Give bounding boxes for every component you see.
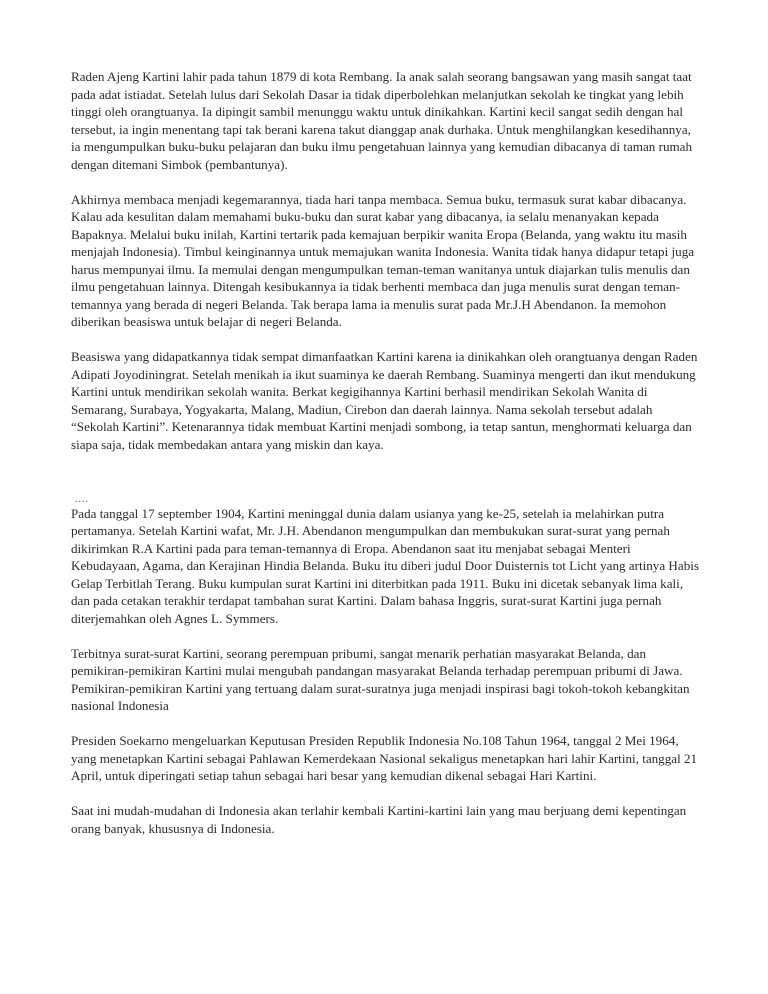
paragraph-closing: Saat ini mudah-mudahan di Indonesia akan terlahir kembali Kartini-kartini lain yang mau berjuang demi kepentingan orang banyak, khususnya di Indonesia. bbox=[71, 803, 687, 836]
document-page bbox=[71, 68, 701, 855]
paragraph-reading: Akhirnya membaca menjadi kegemarannya, tiada hari tanpa membaca. Semua buku, termasuk surat kabar dibacanya. Kalau ada kesulitan dalam memahami buku-buku dan surat kabar yang dibacanya, ia selalu menanyakan kepada Bapaknya. Melalui buku inilah, Kartini tertarik pada kemajuan berpikir wanita Eropa (Belanda, yang waktu itu masih menjajah Indonesia). Timbul keinginannya untuk memajukan wanita Indonesia. Wanita tidak hanya didapur tetapi juga harus mempunyai ilmu. Ia memulai dengan mengumpulkan teman-teman wanitanya untuk diajarkan tulis menulis dan ilmu pengetahuan lainnya. Ditengah kesibukannya ia tidak berhenti membaca dan juga menulis surat dengan teman-temannya yang berada di negeri Belanda. Tak berapa lama ia menulis surat pada Mr.J.H Abendanon. Ia memohon diberikan beasiswa untuk belajar di negeri Belanda. bbox=[71, 191, 695, 329]
section-gap bbox=[71, 471, 701, 495]
paragraph-death: Pada tanggal 17 september 1904, Kartini meninggal dunia dalam usianya yang ke-25, setelah ia melahirkan putra pertamanya. Setelah Kartini wafat, Mr. J.H. Abendanon mengumpulkan dan membukukan surat-surat yang pernah dikirimkan R.A Kartini pada para teman-temannya di Eropa. Abendanon saat itu menjabat sebagai Menteri Kebudayaan, Agama, dan Kerajinan Hindia Belanda. Buku itu diberi judul Door Duisternis tot Licht yang artinya Habis Gelap Terbitlah Terang. Buku kumpulan surat Kartini ini diterbitkan pada 1911. Buku ini dicetak sebanyak lima kali, dan pada cetakan terakhir terdapat tambahan surat Kartini. Dalam bahasa Inggris, surat-surat Kartini juga pernah diterjemahkan oleh Agnes L. Symmers. bbox=[71, 505, 699, 626]
paragraph-national-hero: Presiden Soekarno mengeluarkan Keputusan Presiden Republik Indonesia No.108 Tahun 1964, tanggal 2 Mei 1964, yang menetapkan Kartini sebagai Pahlawan Kemerdekaan Nasional sekaligus menetapkan hari lahir Kartini, tanggal 21 April, untuk diperingati setiap tahun sebagai hari besar yang kemudian dikenal sebagai Hari Kartini. bbox=[71, 733, 698, 783]
paragraph-publication: Terbitnya surat-surat Kartini, seorang perempuan pribumi, sangat menarik perhatian masyarakat Belanda, dan pemikiran-pemikiran Kartini mulai mengubah pandangan masyarakat Belanda terhadap perempuan pribumi di Jawa. Pemikiran-pemikiran Kartini yang tertuang dalam surat-suratnya juga menjadi inspirasi bagi tokoh-tokoh kebangkitan nasional Indonesia bbox=[71, 645, 690, 713]
paragraph-birth: Raden Ajeng Kartini lahir pada tahun 1879 di kota Rembang. Ia anak salah seorang bangsawan yang masih sangat taat pada adat istiadat. Setelah lulus dari Sekolah Dasar ia tidak diperbolehkan melanjutkan sekolah ke tingkat yang lebih tinggi oleh orangtuanya. Ia dipingit sambil menunggu waktu untuk dinikahkan. Kartini kecil sangat sedih dengan hal tersebut, ia ingin menentang tapi tak berani karena takut dianggap anak durhaka. Untuk menghilangkan kesedihannya, ia mengumpulkan buku-buku pelajaran dan buku ilmu pengetahuan lainnya yang kemudian dibacanya di taman rumah dengan ditemani Simbok (pembantunya). bbox=[71, 69, 693, 172]
paragraph-scholarship: Beasiswa yang didapatkannya tidak sempat dimanfaatkan Kartini karena ia dinikahkan oleh orangtuanya dengan Raden Adipati Joyodiningrat. Setelah menikah ia ikut suaminya ke daerah Rembang. Suaminya mengerti dan ikut mendukung Kartini untuk mendirikan sekolah wanita. Berkat kegigihannya Kartini berhasil mendirikan Sekolah Wanita di Semarang, Surabaya, Yogyakarta, Malang, Madiun, Cirebon dan daerah lainnya. Nama sekolah tersebut adalah “Sekolah Kartini”. Ketenarannya tidak membuat Kartini menjadi sombong, ia tetap santun, menghormati keluarga dan siapa saja, tidak membedakan antara yang miskin dan kaya. bbox=[71, 349, 698, 452]
separator-dots: .... bbox=[75, 493, 89, 505]
